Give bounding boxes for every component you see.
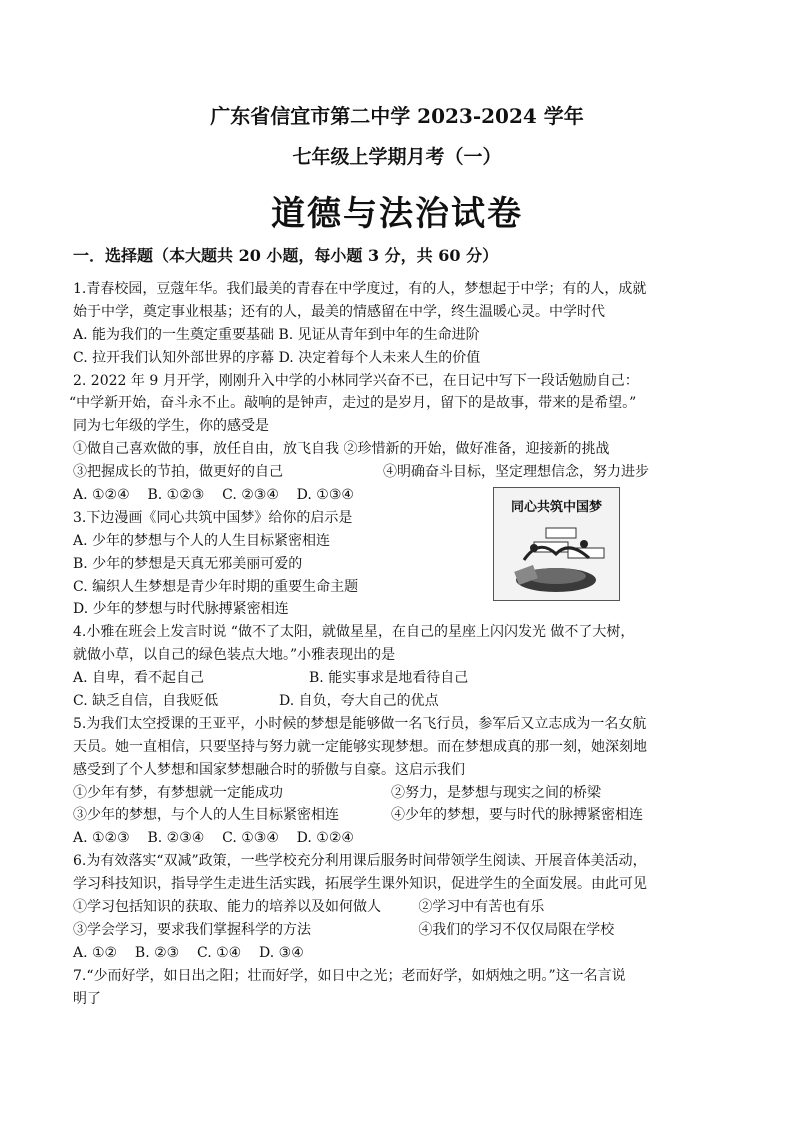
q4-stem: 4.小雅在班会上发言时说 “做不了太阳，就做星星，在自己的星座上闪闪发光 做不了大树， <box>73 624 635 641</box>
q6-stem: 6.为有效落实“双减”政策，一些学校充分利用课后服务时间带领学生阅读、开展音体美活动， <box>73 853 647 870</box>
q4-options-ab <box>73 667 723 690</box>
q2-stem: 同为七年级的学生，你的感受是 <box>73 418 269 435</box>
q2-stem: “中学新开始，奋斗永不止。敲响的是钟声，走过的是岁月，留下的是故事，带来的是希望。” <box>69 395 637 412</box>
q6-items-12 <box>73 896 723 919</box>
q2-items-12: ①做自己喜欢做的事，放任自由，放飞自我 ②珍惜新的开始，做好准备，迎接新的挑战 <box>73 441 610 458</box>
q5-item-2: ②努力，是梦想与现实之间的桥梁 <box>391 784 601 801</box>
q3-option-c: C. 编织人生梦想是青少年时期的重要生命主题 <box>73 578 359 595</box>
q7-stem: 明了 <box>73 990 101 1007</box>
q4-options-cd <box>73 690 723 713</box>
school-title: 广东省信宜市第二中学 2023-2024 学年 <box>210 104 584 128</box>
q5-options: A. ①②③ B. ②③④ C. ①③④ D. ①②④ <box>73 830 354 847</box>
section-heading: 一．选择题（本大题共 20 小题，每小题 3 分，共 60 分） <box>73 246 499 265</box>
q5-item-1: ①少年有梦，有梦想就一定能成功 <box>73 784 283 801</box>
q1-options-cd: C. 拉开我们认知外部世界的序幕 D. 决定着每个人未来人生的价值 <box>73 349 481 366</box>
exam-title: 七年级上学期月考（一） <box>292 146 502 168</box>
q5-items-34 <box>73 804 723 827</box>
q2-item-4: ④明确奋斗目标，坚定理想信念，努力进步 <box>383 464 649 481</box>
subject-title: 道德与法治试卷 <box>271 194 523 234</box>
q1-stem: 始于中学，奠定事业根基；还有的人，最美的情感留在中学，终生温暖心灵。中学时代 <box>73 303 605 320</box>
q5-items-12 <box>73 782 723 805</box>
q5-stem: 天员。她一直相信，只要坚持与努力就一定能够实现梦想。而在梦想成真的那一刻，她深刻地 <box>73 738 647 755</box>
q2-item-3: ③把握成长的节拍，做更好的自己 <box>73 464 283 481</box>
q2-stem: 2. 2022 年 9 月开学，刚刚升入中学的小林同学兴奋不已，在日记中写下一段话勉励自己： <box>73 372 639 389</box>
q7-stem: 7.“少而好学，如日出之阳；壮而好学，如日中之光；老而好学，如炳烛之明。”这一名言说 <box>73 967 626 984</box>
cartoon-image <box>493 487 620 601</box>
q1-stem: 1.青春校园，豆蔻年华。我们最美的青春在中学度过，有的人，梦想起于中学；有的人，成就 <box>73 281 647 297</box>
q6-items-34 <box>73 919 723 942</box>
q4-option-b: B. 能实事求是地看待自己 <box>309 670 469 687</box>
q5-stem: 感受到了个人梦想和国家梦想融合时的骄傲与自豪。这启示我们 <box>73 761 465 778</box>
q4-option-a: A. 自卑，看不起自己 <box>73 670 205 687</box>
q6-item-1: ①学习包括知识的获取、能力的培养以及如何做人 <box>73 899 381 916</box>
q3-stem: 3.下边漫画《同心共筑中国梦》给你的启示是 <box>73 509 353 526</box>
q3-option-a: A. 少年的梦想与个人的人生目标紧密相连 <box>73 532 331 549</box>
q2-items-34 <box>73 461 723 484</box>
question-list <box>69 278 723 1011</box>
cartoon-drawing-icon <box>494 488 619 600</box>
q6-options: A. ①② B. ②③ C. ①④ D. ③④ <box>73 944 304 961</box>
q5-item-4: ④少年的梦想，要与时代的脉搏紧密相连 <box>391 807 643 824</box>
q6-stem: 学习科技知识，指导学生走进生活实践，拓展学生课外知识，促进学生的全面发展。由此可见 <box>73 876 647 893</box>
q3-option-d: D. 少年的梦想与时代脉搏紧密相连 <box>73 601 289 618</box>
q1-options-ab: A. 能为我们的一生奠定重要基础 B. 见证从青年到中年的生命进阶 <box>73 326 480 343</box>
q5-item-3: ③少年的梦想，与个人的人生目标紧密相连 <box>73 807 339 824</box>
q5-stem: 5.为我们太空授课的王亚平，小时候的梦想是能够做一名飞行员，参军后又立志成为一名女航 <box>73 715 647 732</box>
q4-stem: 就做小草，以自己的绿色装点大地。”小雅表现出的是 <box>73 647 396 664</box>
cartoon-caption: 同心共筑中国梦 <box>510 500 602 515</box>
q4-option-d: D. 自负，夸大自己的优点 <box>279 693 439 710</box>
q3-option-b: B. 少年的梦想是天真无邪美丽可爱的 <box>73 555 303 572</box>
q4-option-c: C. 缺乏自信，自我贬低 <box>73 693 219 710</box>
q6-item-3: ③学会学习，要求我们掌握科学的方法 <box>73 921 311 938</box>
q2-options: A. ①②④ B. ①②③ C. ②③④ D. ①③④ <box>73 487 354 504</box>
q6-item-4: ④我们的学习不仅仅局限在学校 <box>418 921 615 938</box>
q6-item-2: ②学习中有苦也有乐 <box>418 899 545 916</box>
